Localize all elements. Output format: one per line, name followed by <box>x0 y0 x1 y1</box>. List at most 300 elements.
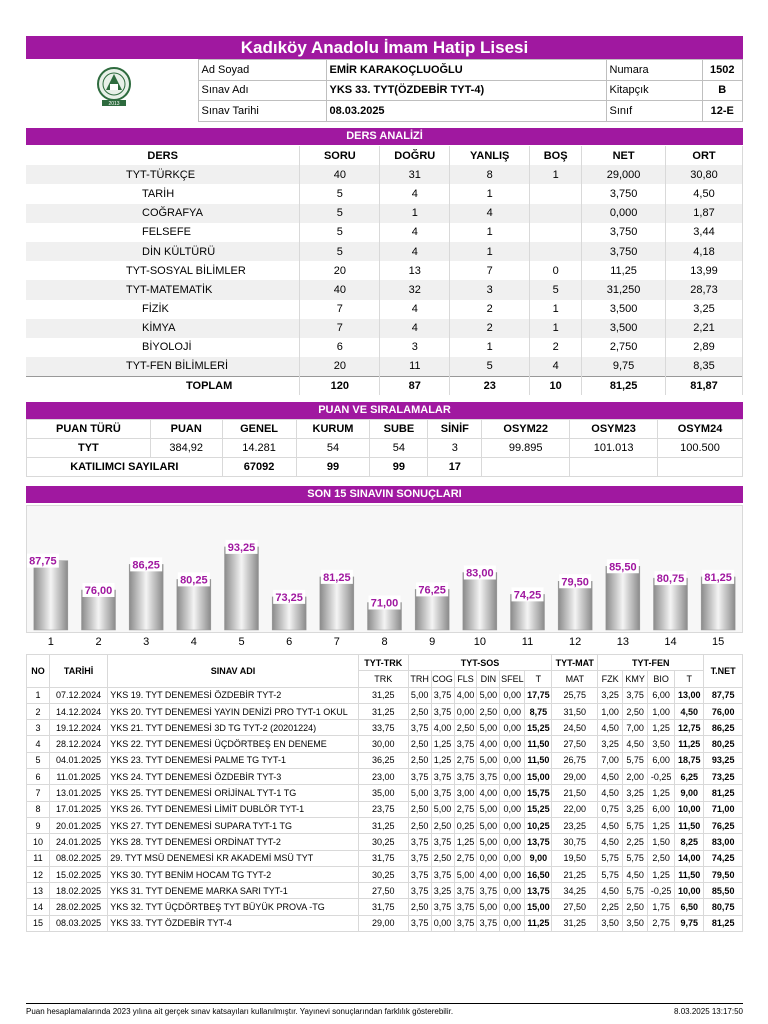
chart-x-tick-3: 3 <box>143 636 150 648</box>
participants-empty <box>482 458 570 477</box>
results-cell: 2,75 <box>648 915 675 931</box>
results-cell: 4,00 <box>477 785 500 801</box>
results-cell: 5,00 <box>408 785 431 801</box>
results-cell: 12,75 <box>675 720 704 736</box>
name-label: Ad Soyad <box>198 60 326 81</box>
ders-name: FİZİK <box>26 300 300 319</box>
ders-bos: 1 <box>530 300 582 319</box>
ders-yanlis: 2 <box>450 300 530 319</box>
chart-value-label-9: 76,25 <box>418 584 446 597</box>
ders-bos <box>530 223 582 242</box>
results-cell: YKS 31. TYT DENEME MARKA SARI TYT-1 <box>108 883 359 899</box>
chart-x-tick-2: 2 <box>95 636 102 648</box>
results-row <box>27 899 743 915</box>
ders-yanlis: 5 <box>450 357 530 376</box>
results-cell: 2,50 <box>408 703 431 719</box>
ders-bos: 1 <box>530 319 582 338</box>
ders-net: 29,000 <box>582 165 666 184</box>
results-cell: 13 <box>27 883 50 899</box>
chart-x-tick-8: 8 <box>381 636 388 648</box>
col-trk: TYT-TRK <box>358 655 408 671</box>
results-cell: 13,75 <box>525 883 552 899</box>
results-cell: 9,00 <box>525 850 552 866</box>
chart-bar-5 <box>225 547 259 630</box>
results-cell: 5 <box>27 752 50 768</box>
results-cell: 6,00 <box>648 687 675 703</box>
results-cell: 3,50 <box>648 736 675 752</box>
results-cell: 13,00 <box>675 687 704 703</box>
results-cell: 76,25 <box>704 817 743 833</box>
results-cell: 11,50 <box>525 736 552 752</box>
results-row <box>27 687 743 703</box>
results-cell: 0,00 <box>500 899 525 915</box>
chart-value-label-12: 79,50 <box>561 576 589 589</box>
ders-ort: 2,89 <box>666 338 743 357</box>
results-cell: 15,00 <box>525 769 552 785</box>
results-cell: 6 <box>27 769 50 785</box>
chart-value-label-11: 74,25 <box>513 589 542 602</box>
results-cell: 2,50 <box>431 817 454 833</box>
results-cell: 1,25 <box>431 752 454 768</box>
ders-total-bos: 10 <box>530 376 582 395</box>
results-cell: 3,75 <box>454 899 477 915</box>
ders-header-cell: DOĞRU <box>380 146 450 165</box>
puan-header-cell: OSYM22 <box>482 420 570 439</box>
results-cell: 31,25 <box>552 915 598 931</box>
results-sub-header: KMY <box>623 671 648 687</box>
chart-value-label-15: 81,25 <box>704 571 732 584</box>
exam-date: 08.03.2025 <box>326 101 606 122</box>
son15-chart <box>26 505 743 633</box>
ders-soru: 7 <box>300 319 380 338</box>
results-cell: 21,25 <box>552 866 598 882</box>
results-cell: 27,50 <box>552 736 598 752</box>
results-cell: 0,00 <box>500 752 525 768</box>
chart-x-tick-9: 9 <box>429 636 436 648</box>
results-cell: 29,00 <box>552 769 598 785</box>
results-cell: 8,75 <box>525 703 552 719</box>
puan-cell: 54 <box>296 439 370 458</box>
puan-cell: 100.500 <box>658 439 743 458</box>
ders-dogru: 11 <box>380 357 450 376</box>
results-cell: 5,00 <box>431 801 454 817</box>
results-cell: 3,75 <box>454 883 477 899</box>
results-cell: 3,75 <box>431 703 454 719</box>
ders-ort: 28,73 <box>666 280 743 299</box>
results-cell: 2,50 <box>648 850 675 866</box>
results-cell: 76,00 <box>704 703 743 719</box>
col-sinav: SINAV ADI <box>108 655 359 688</box>
chart-x-tick-15: 15 <box>712 636 725 648</box>
ders-net: 0,000 <box>582 204 666 223</box>
results-cell: 10 <box>27 834 50 850</box>
results-sub-header: T <box>675 671 704 687</box>
results-cell: 27,50 <box>358 883 408 899</box>
ders-name: COĞRAFYA <box>26 204 300 223</box>
results-cell: 33,75 <box>358 720 408 736</box>
results-sub-header: DIN <box>477 671 500 687</box>
results-cell: 12 <box>27 866 50 882</box>
puan-cell: 101.013 <box>570 439 658 458</box>
chart-x-axis <box>26 633 743 653</box>
results-cell: 6,50 <box>675 899 704 915</box>
results-cell: 5,75 <box>623 752 648 768</box>
ders-soru: 5 <box>300 242 380 261</box>
puan-cell: 14.281 <box>222 439 296 458</box>
results-cell: 6,00 <box>648 752 675 768</box>
chart-x-tick-7: 7 <box>333 636 340 648</box>
results-cell: 3,75 <box>408 769 431 785</box>
results-cell: 11,50 <box>675 817 704 833</box>
results-sub-header: TRH <box>408 671 431 687</box>
results-cell: 3,75 <box>623 687 648 703</box>
results-cell: 5,00 <box>477 687 500 703</box>
results-cell: 5,75 <box>598 866 623 882</box>
chart-bar-13 <box>606 566 640 630</box>
results-cell: 0,75 <box>598 801 623 817</box>
participants-cell: 99 <box>296 458 370 477</box>
ders-ort: 8,35 <box>666 357 743 376</box>
ders-soru: 5 <box>300 204 380 223</box>
footer <box>26 1003 743 1016</box>
results-cell: 4,00 <box>431 720 454 736</box>
ders-ort: 13,99 <box>666 261 743 280</box>
results-cell: 29. TYT MSÜ DENEMESİ KR AKADEMİ MSÜ TYT <box>108 850 359 866</box>
footer-note: Puan hesaplamalarında 2023 yılına ait gerçek sınav katsayıları kullanılmıştır. Yayınevi sonuçlarından farklılık gösterebilir. <box>26 1007 454 1016</box>
chart-bar-10 <box>463 573 497 631</box>
results-cell: 5,00 <box>408 687 431 703</box>
ders-bos: 4 <box>530 357 582 376</box>
ders-header-cell: YANLIŞ <box>450 146 530 165</box>
class-value: 12-E <box>702 101 743 122</box>
results-cell: 85,50 <box>704 883 743 899</box>
ders-yanlis: 1 <box>450 223 530 242</box>
ders-name: DİN KÜLTÜRÜ <box>26 242 300 261</box>
ders-name: TYT-MATEMATİK <box>26 280 300 299</box>
results-cell: 0,00 <box>431 915 454 931</box>
ders-total-label: TOPLAM <box>26 376 300 395</box>
results-cell: 74,25 <box>704 850 743 866</box>
results-cell: 4,50 <box>598 834 623 850</box>
results-cell: 4,50 <box>623 866 648 882</box>
chart-value-label-7: 81,25 <box>323 571 351 584</box>
results-cell: 71,00 <box>704 801 743 817</box>
col-tarih: TARİHİ <box>49 655 107 688</box>
col-fen: TYT-FEN <box>598 655 704 671</box>
results-cell: 2,50 <box>408 752 431 768</box>
results-cell: 0,25 <box>454 817 477 833</box>
results-cell: 0,00 <box>500 736 525 752</box>
results-cell: -0,25 <box>648 883 675 899</box>
chart-x-tick-10: 10 <box>473 636 486 648</box>
results-cell: 30,25 <box>358 834 408 850</box>
results-cell: 15.02.2025 <box>49 866 107 882</box>
son15-title: SON 15 SINAVIN SONUÇLARI <box>26 486 743 503</box>
results-cell: 2,50 <box>408 801 431 817</box>
ders-net: 31,250 <box>582 280 666 299</box>
results-cell: 14,00 <box>675 850 704 866</box>
chart-value-label-10: 83,00 <box>466 567 494 580</box>
results-cell: 31,75 <box>358 850 408 866</box>
results-cell: 1,25 <box>454 834 477 850</box>
results-cell: 11,25 <box>675 736 704 752</box>
results-cell: 0,00 <box>500 883 525 899</box>
ders-name: BİYOLOJİ <box>26 338 300 357</box>
results-cell: YKS 33. TYT ÖZDEBİR TYT-4 <box>108 915 359 931</box>
booklet-value: B <box>702 80 743 101</box>
results-cell: 28.02.2025 <box>49 899 107 915</box>
puan-cell: 99.895 <box>482 439 570 458</box>
puan-header-cell: KURUM <box>296 420 370 439</box>
puan-header-cell: OSYM23 <box>570 420 658 439</box>
results-cell: 7,00 <box>623 720 648 736</box>
results-cell: 1,00 <box>648 703 675 719</box>
ders-dogru: 4 <box>380 319 450 338</box>
participants-row <box>27 458 743 477</box>
results-cell: 19.12.2024 <box>49 720 107 736</box>
results-cell: 30,25 <box>358 866 408 882</box>
results-cell: YKS 22. TYT DENEMESİ ÜÇDÖRTBEŞ EN DENEME <box>108 736 359 752</box>
ders-bos <box>530 184 582 203</box>
results-cell: 4,50 <box>598 720 623 736</box>
participants-cell: 17 <box>428 458 482 477</box>
ders-dogru: 32 <box>380 280 450 299</box>
participants-empty <box>658 458 743 477</box>
results-cell: 24,50 <box>552 720 598 736</box>
ders-ort: 3,25 <box>666 300 743 319</box>
results-sub-header: COG <box>431 671 454 687</box>
results-cell: YKS 20. TYT DENEMESİ YAYIN DENİZİ PRO TYT-1 OKUL <box>108 703 359 719</box>
results-row <box>27 834 743 850</box>
results-cell: 26,75 <box>552 752 598 768</box>
results-cell: 3,75 <box>408 883 431 899</box>
results-cell: 7 <box>27 785 50 801</box>
results-cell: 1,25 <box>431 736 454 752</box>
ders-yanlis: 7 <box>450 261 530 280</box>
results-cell: 0,00 <box>477 850 500 866</box>
results-cell: 9 <box>27 817 50 833</box>
results-cell: 2,25 <box>623 834 648 850</box>
results-cell: 31,50 <box>552 703 598 719</box>
results-cell: 23,00 <box>358 769 408 785</box>
results-cell: 25,75 <box>552 687 598 703</box>
results-cell: 13.01.2025 <box>49 785 107 801</box>
chart-bar-15 <box>701 577 735 630</box>
chart-value-label-1: 87,75 <box>29 555 57 568</box>
results-cell: 83,00 <box>704 834 743 850</box>
results-sub-header: FZK <box>598 671 623 687</box>
results-cell: 0,00 <box>500 785 525 801</box>
ders-total-row <box>26 376 743 395</box>
results-cell: 11 <box>27 850 50 866</box>
footer-timestamp: 8.03.2025 13:17:50 <box>674 1007 743 1016</box>
results-cell: 28.12.2024 <box>49 736 107 752</box>
results-cell: YKS 28. TYT DENEMESİ ORDİNAT TYT-2 <box>108 834 359 850</box>
results-cell: 5,75 <box>623 883 648 899</box>
ders-analizi-table <box>26 146 743 395</box>
chart-x-tick-4: 4 <box>190 636 197 648</box>
results-cell: 0,00 <box>500 915 525 931</box>
results-cell: 35,00 <box>358 785 408 801</box>
results-cell: 9,00 <box>675 785 704 801</box>
results-cell: 1 <box>27 687 50 703</box>
results-cell: 1,25 <box>648 720 675 736</box>
ders-total-ort: 81,87 <box>666 376 743 395</box>
results-cell: 5,00 <box>477 817 500 833</box>
results-cell: 17,75 <box>525 687 552 703</box>
results-cell: 8 <box>27 801 50 817</box>
ders-ort: 30,80 <box>666 165 743 184</box>
col-no: NO <box>27 655 50 688</box>
results-cell: 14.12.2024 <box>49 703 107 719</box>
ders-yanlis: 1 <box>450 184 530 203</box>
chart-bar-4 <box>177 579 211 630</box>
ders-dogru: 1 <box>380 204 450 223</box>
chart-x-tick-12: 12 <box>569 636 582 648</box>
ders-net: 9,75 <box>582 357 666 376</box>
results-sub-header: BIO <box>648 671 675 687</box>
results-cell: 31,25 <box>358 687 408 703</box>
col-tnet: T.NET <box>704 655 743 688</box>
ders-header-cell: NET <box>582 146 666 165</box>
results-cell: 1,50 <box>648 834 675 850</box>
results-cell: 2,75 <box>454 850 477 866</box>
results-cell: 2,50 <box>623 899 648 915</box>
results-cell: 86,25 <box>704 720 743 736</box>
puan-header-cell: PUAN <box>150 420 222 439</box>
results-cell: 3,75 <box>408 850 431 866</box>
ders-dogru: 4 <box>380 242 450 261</box>
ders-bos: 5 <box>530 280 582 299</box>
chart-bar-7 <box>320 577 354 630</box>
chart-bar-12 <box>558 581 592 630</box>
chart-bar-3 <box>129 564 163 630</box>
results-cell: 07.12.2024 <box>49 687 107 703</box>
results-cell: 5,00 <box>477 899 500 915</box>
results-cell: 0,00 <box>500 866 525 882</box>
results-cell: 2,50 <box>408 736 431 752</box>
results-cell: 08.03.2025 <box>49 915 107 931</box>
results-cell: 4,00 <box>454 687 477 703</box>
results-cell: 0,00 <box>500 687 525 703</box>
results-cell: 15,25 <box>525 801 552 817</box>
results-cell: 1,00 <box>598 703 623 719</box>
results-cell: YKS 30. TYT BENİM HOCAM TG TYT-2 <box>108 866 359 882</box>
chart-x-tick-6: 6 <box>286 636 293 648</box>
student-name: EMİR KARAKOÇLUOĞLU <box>326 60 606 81</box>
results-cell: YKS 19. TYT DENEMESİ ÖZDEBİR TYT-2 <box>108 687 359 703</box>
ders-soru: 5 <box>300 184 380 203</box>
ders-row <box>26 338 743 357</box>
results-row <box>27 817 743 833</box>
exam-label: Sınav Adı <box>198 80 326 101</box>
ders-soru: 6 <box>300 338 380 357</box>
results-cell: 9,75 <box>675 915 704 931</box>
ders-yanlis: 4 <box>450 204 530 223</box>
results-cell: 15,00 <box>525 899 552 915</box>
ders-row <box>26 319 743 338</box>
results-cell: 4,50 <box>675 703 704 719</box>
ders-bos: 1 <box>530 165 582 184</box>
results-cell: 15 <box>27 915 50 931</box>
results-cell: 0,00 <box>500 834 525 850</box>
results-table <box>26 654 743 932</box>
results-cell: 36,25 <box>358 752 408 768</box>
ders-total-dogru: 87 <box>380 376 450 395</box>
ders-header-cell: DERS <box>26 146 300 165</box>
ders-total-soru: 120 <box>300 376 380 395</box>
ders-name: TARİH <box>26 184 300 203</box>
results-cell: 1,75 <box>648 899 675 915</box>
chart-x-tick-5: 5 <box>238 636 245 648</box>
results-cell: -0,25 <box>648 769 675 785</box>
results-sub-header: TRK <box>358 671 408 687</box>
results-cell: 11,25 <box>525 915 552 931</box>
results-cell: 0,00 <box>500 769 525 785</box>
puan-header-cell: OSYM24 <box>658 420 743 439</box>
results-cell: 1,25 <box>648 817 675 833</box>
ders-soru: 40 <box>300 280 380 299</box>
results-cell: 18,75 <box>675 752 704 768</box>
chart-x-tick-11: 11 <box>521 636 534 648</box>
results-cell: 1,25 <box>648 785 675 801</box>
results-cell: 3,75 <box>431 834 454 850</box>
school-title: Kadıköy Anadolu İmam Hatip Lisesi <box>26 36 743 59</box>
puan-header-cell: PUAN TÜRÜ <box>27 420 151 439</box>
ders-row <box>26 261 743 280</box>
results-cell: 11.01.2025 <box>49 769 107 785</box>
results-cell: 17.01.2025 <box>49 801 107 817</box>
ders-analizi-title: DERS ANALİZİ <box>26 128 743 145</box>
puan-title: PUAN VE SIRALAMALAR <box>26 402 743 419</box>
ders-ort: 1,87 <box>666 204 743 223</box>
results-cell: 27,50 <box>552 899 598 915</box>
results-cell: 10,25 <box>525 817 552 833</box>
puan-header-cell: GENEL <box>222 420 296 439</box>
ders-header-row <box>26 146 743 165</box>
results-cell: 3,75 <box>431 785 454 801</box>
results-cell: 18.02.2025 <box>49 883 107 899</box>
son15-bar-chart <box>27 506 742 632</box>
ders-yanlis: 2 <box>450 319 530 338</box>
date-label: Sınav Tarihi <box>198 101 326 122</box>
exam-name: YKS 33. TYT(ÖZDEBİR TYT-4) <box>326 80 606 101</box>
ders-yanlis: 1 <box>450 338 530 357</box>
results-cell: 3,75 <box>454 915 477 931</box>
results-cell: 3,25 <box>431 883 454 899</box>
ders-name: FELSEFE <box>26 223 300 242</box>
results-cell: 30,75 <box>552 834 598 850</box>
results-cell: 80,75 <box>704 899 743 915</box>
ders-yanlis: 1 <box>450 242 530 261</box>
results-cell: 2 <box>27 703 50 719</box>
results-cell: 5,00 <box>454 866 477 882</box>
results-cell: 20.01.2025 <box>49 817 107 833</box>
results-row <box>27 866 743 882</box>
chart-value-label-4: 80,25 <box>180 574 208 587</box>
results-cell: 2,50 <box>477 703 500 719</box>
results-cell: 08.02.2025 <box>49 850 107 866</box>
results-cell: 4,00 <box>477 736 500 752</box>
puan-header-cell: SİNİF <box>428 420 482 439</box>
results-row <box>27 883 743 899</box>
results-cell: 6,25 <box>675 769 704 785</box>
results-cell: 4,50 <box>598 817 623 833</box>
results-cell: 4,50 <box>598 883 623 899</box>
ders-soru: 40 <box>300 165 380 184</box>
results-cell: 31,75 <box>358 899 408 915</box>
results-cell: 2,75 <box>454 752 477 768</box>
